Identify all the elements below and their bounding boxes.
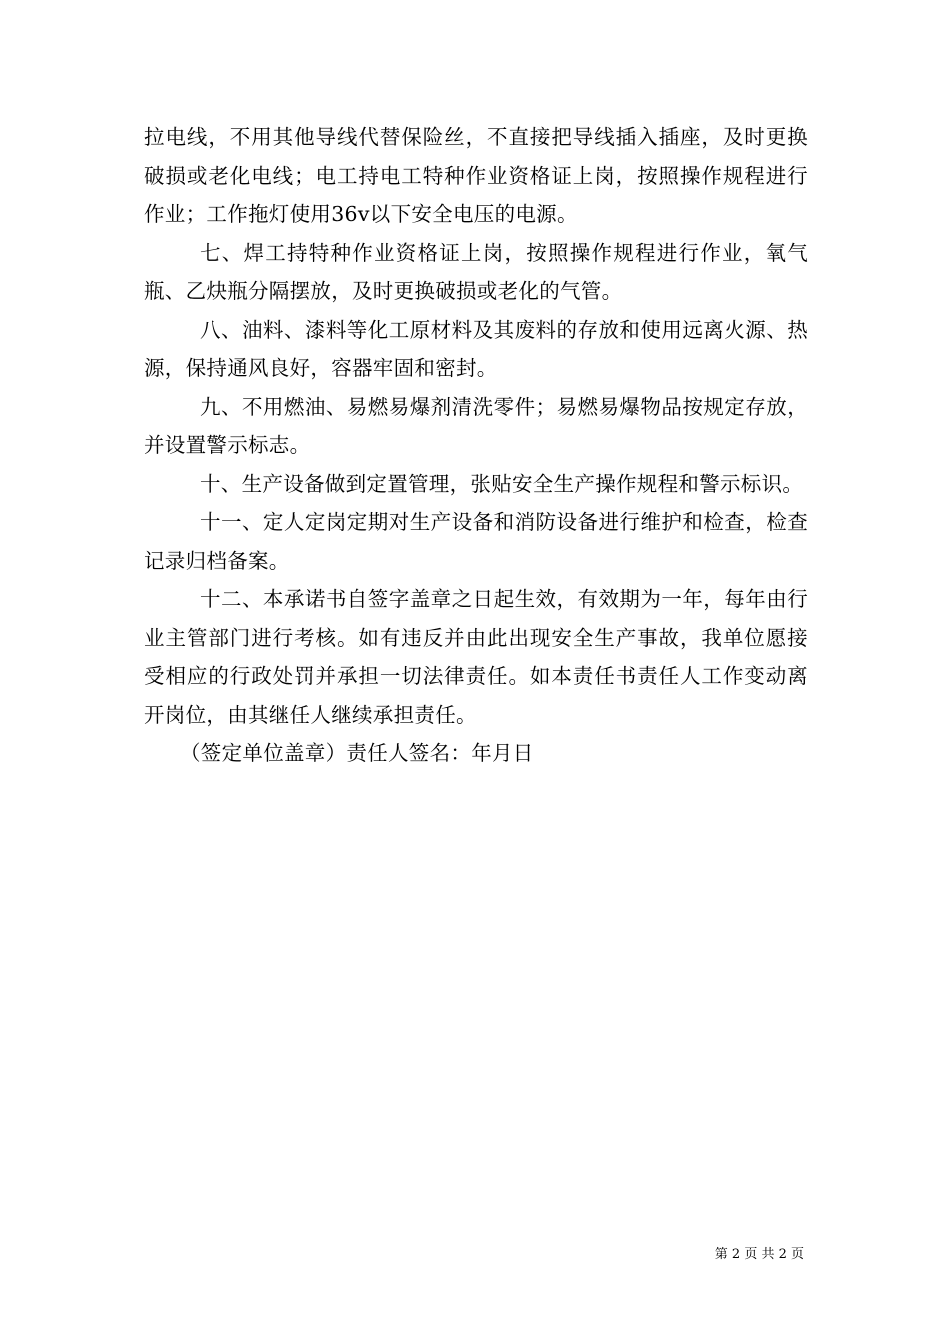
signature-line: （签定单位盖章）责任人签名：年月日 xyxy=(180,741,534,765)
paragraph-item-8: 八、油料、漆料等化工原材料及其废料的存放和使用远离火源、热源，保持通风良好，容器牢固和密封。 xyxy=(144,317,808,380)
page-number-footer: 第 2 页 共 2 页 xyxy=(714,1247,804,1262)
paragraph-item-11: 十一、定人定岗定期对生产设备和消防设备进行维护和检查，检查记录归档备案。 xyxy=(144,510,808,573)
paragraph-item-12: 十二、本承诺书自签字盖章之日起生效，有效期为一年，每年由行业主管部门进行考核。如有违反并由此出现安全生产事故，我单位愿接受相应的行政处罚并承担一切法律责任。如本责任书责任人工作变动离开岗位，由其继任人继续承担责任。 xyxy=(144,587,808,727)
paragraph-item-10: 十、生产设备做到定置管理，张贴安全生产操作规程和警示标识。 xyxy=(200,471,804,496)
paragraph-item-9: 九、不用燃油、易燃易爆剂清洗零件；易燃易爆物品按规定存放，并设置警示标志。 xyxy=(144,394,808,457)
document-body xyxy=(144,118,808,773)
paragraph-item-7: 七、焊工持特种作业资格证上岗，按照操作规程进行作业，氧气瓶、乙炔瓶分隔摆放，及时更换破损或老化的气管。 xyxy=(144,240,808,303)
paragraph-continuation: 拉电线，不用其他导线代替保险丝，不直接把导线插入插座，及时更换破损或老化电线；电工持电工特种作业资格证上岗，按照操作规程进行作业；工作拖灯使用36v以下安全电压的电源。 xyxy=(144,125,808,226)
